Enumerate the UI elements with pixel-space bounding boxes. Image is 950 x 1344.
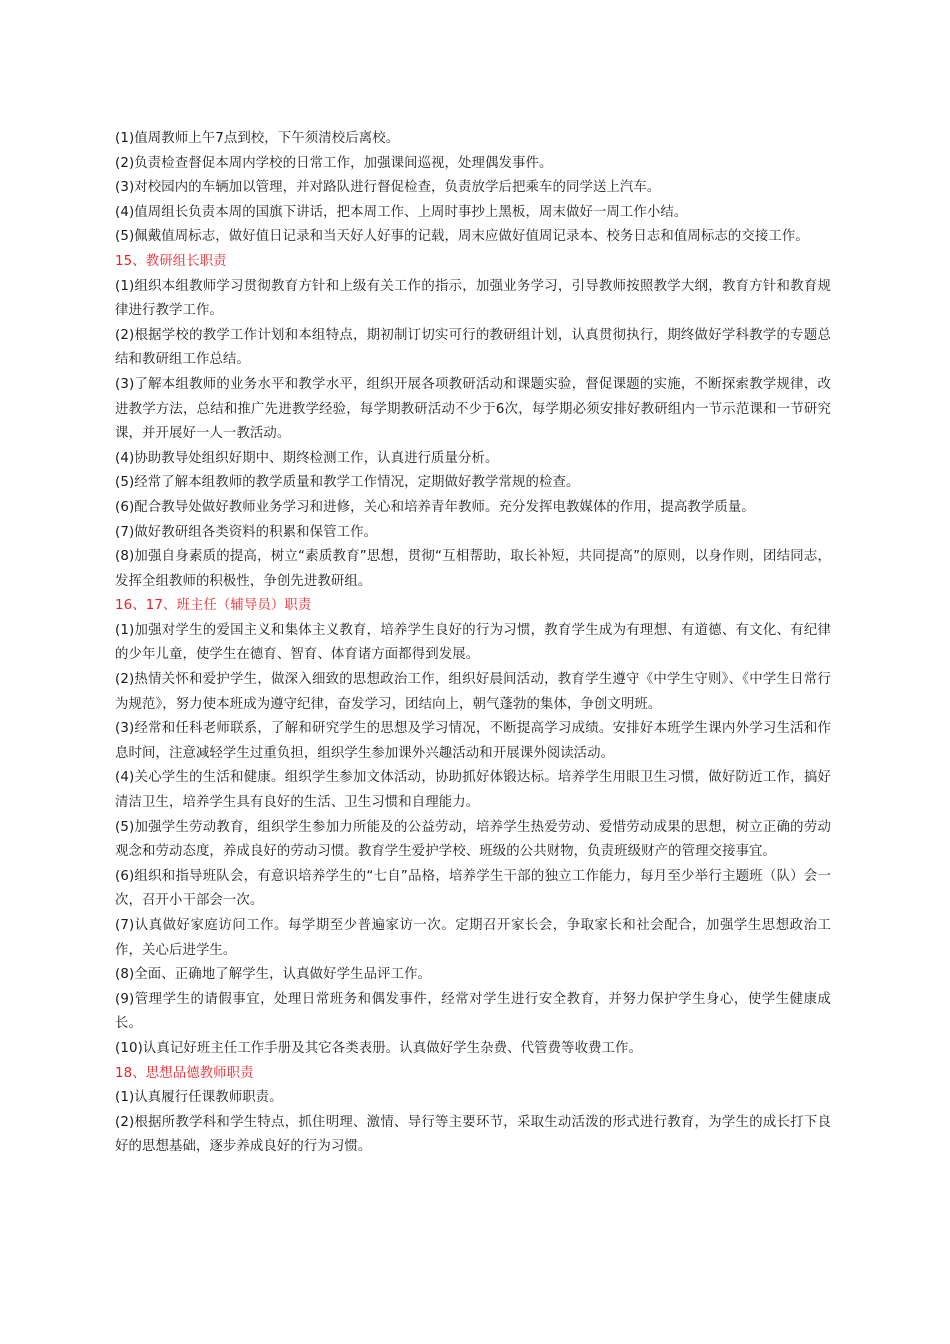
duty-item-5: (5)佩戴值周标志，做好值日记录和当天好人好事的记载，周末应做好值周记录本、校务日志和值周标志的交接工作。 bbox=[115, 229, 809, 245]
section-heading-15: 15、教研组长职责 bbox=[115, 253, 227, 269]
duty-item-2: (2)负责检查督促本周内学校的日常工作，加强课间巡视，处理偶发事件。 bbox=[115, 155, 553, 171]
section-heading-16-17: 16、17、班主任（辅导员）职责 bbox=[115, 598, 312, 614]
duty-item-1: (1)值周教师上午7点到校，下午须清校后离校。 bbox=[115, 131, 400, 146]
duty-item-2: (2)根据所教学科和学生特点，抓住明理、激情、导行等主要环节，采取生动活泼的形式进行教育，为学生的成长打下良好的思想基础，逐步养成良好的行为习惯。 bbox=[115, 1114, 831, 1155]
duty-item-6: (6)配合教导处做好教师业务学习和进修，关心和培养青年教师。充分发挥电教媒体的作用，提高教学质量。 bbox=[115, 499, 755, 515]
duty-item-4: (4)值周组长负责本周的国旗下讲话，把本周工作、上周时事抄上黑板，周末做好一周工作小结。 bbox=[115, 204, 688, 220]
duty-item-3: (3)了解本组教师的业务水平和教学水平，组织开展各项教研活动和课题实验，督促课题的实施，不断探索教学规律，改进教学方法，总结和推广先进教学经验，每学期教研活动不少于6次，每学期必须安排好教研组内一节示范课和一节研究课，并开展好一人一教活动。 bbox=[115, 376, 831, 442]
document-body bbox=[115, 127, 831, 1160]
duty-item-4: (4)关心学生的生活和健康。组织学生参加文体活动，协助抓好体锻达标。培养学生用眼卫生习惯，做好防近工作，搞好清洁卫生，培养学生具有良好的生活、卫生习惯和自理能力。 bbox=[115, 770, 831, 811]
duty-item-9: (9)管理学生的请假事宜，处理日常班务和偶发事件，经常对学生进行安全教育，并努力保护学生身心，使学生健康成长。 bbox=[115, 991, 831, 1032]
section-heading-18: 18、思想品德教师职责 bbox=[115, 1065, 254, 1081]
duty-item-1: (1)认真履行任课教师职责。 bbox=[115, 1090, 283, 1106]
duty-item-2: (2)热情关怀和爱护学生，做深入细致的思想政治工作，组织好晨间活动，教育学生遵守《中学生守则》、《中学生日常行为规范》，努力使本班成为遵守纪律，奋发学习，团结向上，朝气蓬勃的集体，争创文明班。 bbox=[115, 672, 831, 712]
duty-item-1: (1)组织本组教师学习贯彻教育方针和上级有关工作的指示，加强业务学习，引导教师按照教学大纲，教育方针和教育规律进行教学工作。 bbox=[115, 278, 831, 319]
duty-item-1: (1)加强对学生的爱国主义和集体主义教育，培养学生良好的行为习惯，教育学生成为有理想、有道德、有文化、有纪律的少年儿童，使学生在德育、智育、体育诸方面都得到发展。 bbox=[115, 622, 831, 663]
duty-item-6: (6)组织和指导班队会，有意识培养学生的“七自”品格，培养学生干部的独立工作能力，每月至少举行主题班（队）会一次，召开小干部会一次。 bbox=[115, 868, 831, 909]
duty-item-8: (8)加强自身素质的提高，树立“素质教育”思想，贯彻“互相帮助，取长补短，共同提高”的原则，以身作则，团结同志，发挥全组教师的积极性，争创先进教研组。 bbox=[115, 549, 831, 589]
duty-item-2: (2)根据学校的教学工作计划和本组特点，期初制订切实可行的教研组计划，认真贯彻执行，期终做好学科教学的专题总结和教研组工作总结。 bbox=[115, 327, 831, 368]
duty-item-7: (7)认真做好家庭访问工作。每学期至少普遍家访一次。定期召开家长会，争取家长和社会配合，加强学生思想政治工作，关心后进学生。 bbox=[115, 918, 831, 958]
duty-item-10: (10)认真记好班主任工作手册及其它各类表册。认真做好学生杂费、代管费等收费工作。 bbox=[115, 1040, 643, 1056]
duty-item-5: (5)加强学生劳动教育，组织学生参加力所能及的公益劳动，培养学生热爱劳动、爱惜劳动成果的思想，树立正确的劳动观念和劳动态度，养成良好的劳动习惯。教育学生爱护学校、班级的公共财物，负责班级财产的管理交接事宜。 bbox=[115, 819, 831, 860]
duty-item-5: (5)经常了解本组教师的教学质量和教学工作情况，定期做好教学常规的检查。 bbox=[115, 475, 580, 491]
duty-item-3: (3)对校园内的车辆加以管理，并对路队进行督促检查，负责放学后把乘车的同学送上汽车。 bbox=[115, 180, 661, 196]
duty-item-4: (4)协助教导处组织好期中、期终检测工作，认真进行质量分析。 bbox=[115, 450, 499, 466]
duty-item-7: (7)做好教研组各类资料的积累和保管工作。 bbox=[115, 524, 378, 540]
duty-item-8: (8)全面、正确地了解学生，认真做好学生品评工作。 bbox=[115, 967, 432, 983]
duty-item-3: (3)经常和任科老师联系，了解和研究学生的思想及学习情况，不断提高学习成绩。安排好本班学生课内外学习生活和作息时间，注意减轻学生过重负担，组织学生参加课外兴趣活动和开展课外阅读活动。 bbox=[115, 721, 831, 761]
